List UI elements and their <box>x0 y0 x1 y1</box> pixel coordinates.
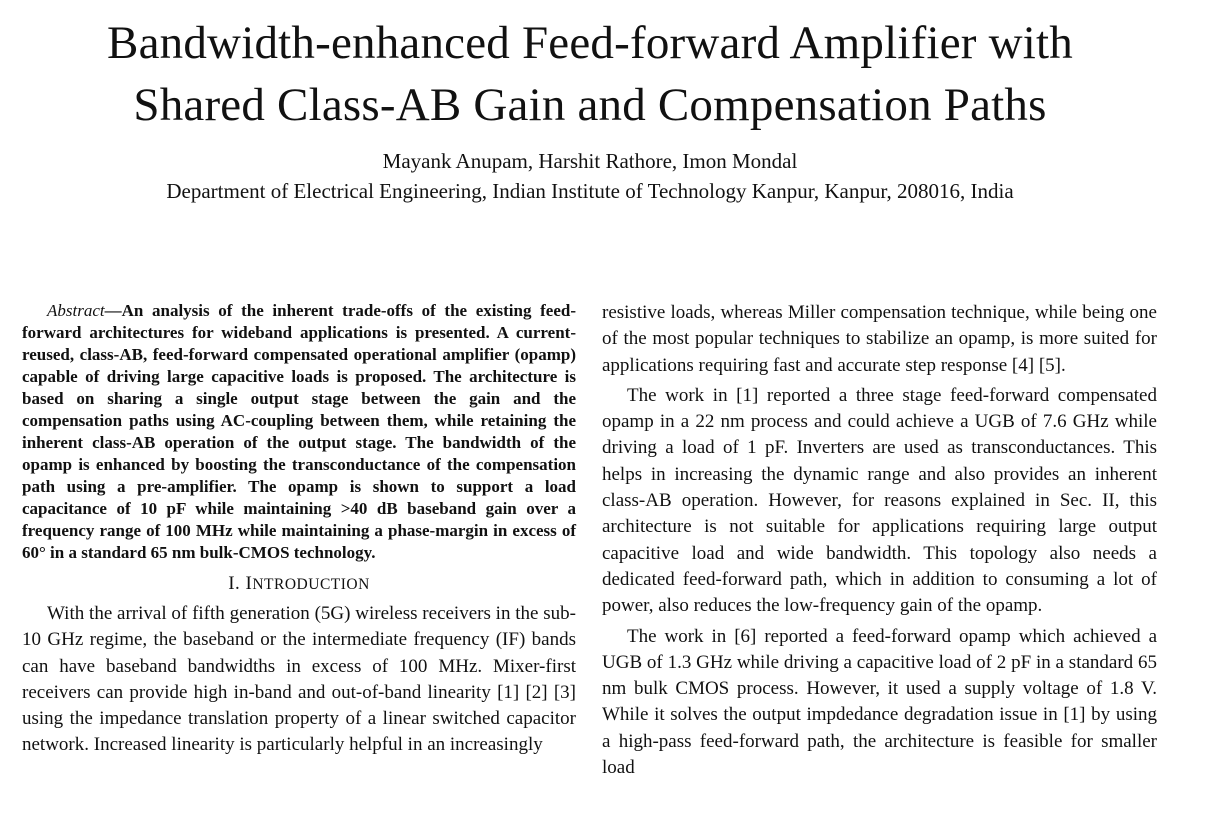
right-paragraph-3: The work in [6] reported a feed-forward opamp which achieved a UGB of 1.3 GHz while driving a capacitive load of 2 pF in a standard 65 nm bulk CMOS process. However, it used a supply voltage of 1.8 V. While it solves the output impdedance degradation issue in [1] by using a high-pass feed-forward path, the architecture is feasible for smaller load <box>602 625 1157 779</box>
author-list: Mayank Anupam, Harshit Rathore, Imon Mondal <box>382 149 798 173</box>
section-title-rest: NTRODUCTION <box>252 576 370 593</box>
abstract-label: Abstract <box>47 301 105 320</box>
left-column <box>22 300 576 759</box>
section-heading-introduction <box>22 570 576 599</box>
right-paragraph-2: The work in [1] reported a three stage feed-forward compensated opamp in a 22 nm process and could achieve a UGB of 7.6 GHz while driving a load of 1 pF. Inverters are used as transconductances. This helps in increasing the dynamic range and also provides an inherent class-AB operation. However, for reasons explained in Sec. II, this architecture is not suitable for applications requiring large output capacitive load and wide bandwidth. This topology also needs a dedicated feed-forward path, which in addition to consuming a lot of power, also reduces the low-frequency gain of the opamp. <box>602 384 1157 617</box>
title-line-1: Bandwidth-enhanced Feed-forward Amplifier with <box>107 17 1073 69</box>
right-column <box>602 300 1157 781</box>
title-line-2: Shared Class-AB Gain and Compensation Paths <box>133 79 1047 131</box>
paper-title <box>0 12 1180 136</box>
section-title-initial: I <box>245 573 253 594</box>
right-paragraph-1: resistive loads, whereas Miller compensation technique, while being one of the most popular techniques to stabilize an opamp, is more suited for applications requiring fast and accurate step response [4] [5]. <box>602 302 1157 376</box>
intro-paragraph-1: With the arrival of fifth generation (5G) wireless receivers in the sub-10 GHz regime, the baseband or the intermediate frequency (IF) bands can have baseband bandwidths in excess of 100 MHz. Mixer-first receivers can provide high in-band and out-of-band linearity [1] [2] [3] using the impedance translation property of a linear switched capacitor network. Increased linearity is particularly helpful in an increasingly <box>22 603 576 756</box>
abstract <box>22 300 576 564</box>
affiliation: Department of Electrical Engineering, Indian Institute of Technology Kanpur, Kanpur, 208016, India <box>166 179 1014 203</box>
section-number: I. <box>228 573 241 594</box>
abstract-text: —An analysis of the inherent trade-offs of the existing feed-forward architectures for wideband applications is presented. A current-reused, class-AB, feed-forward compensated operational amplifier (opamp) capable of driving large capacitive loads is proposed. The architecture is based on sharing a single output stage between the gain and the compensation paths using AC-coupling between them, while retaining the inherent class-AB operation of the output stage. The bandwidth of the opamp is enhanced by boosting the transconductance of the compensation path using a pre-amplifier. The opamp is shown to support a load capacitance of 10 pF while maintaining >40 dB baseband gain over a frequency range of 100 MHz while maintaining a phase-margin in excess of 60° in a standard 65 nm bulk-CMOS technology. <box>22 301 576 562</box>
